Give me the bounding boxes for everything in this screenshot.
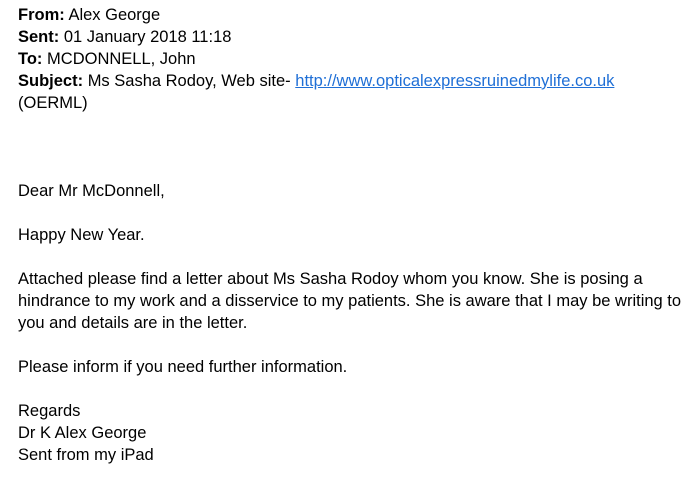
sent-line [18,26,688,48]
from-value: Alex George [68,6,161,24]
spacer [18,114,688,180]
spacer [18,202,688,224]
signoff: Regards [18,402,81,420]
spacer [18,334,688,356]
subject-suffix: (OERML) [18,94,88,112]
email-message [18,4,688,466]
sent-label: Sent: [18,28,60,46]
to-value: MCDONNELL, John [47,50,196,68]
signature-device: Sent from my iPad [18,446,154,464]
spacer [18,246,688,268]
to-label: To: [18,50,43,68]
sent-value: 01 January 2018 11:18 [63,28,232,46]
request-line: Please inform if you need further information. [18,358,348,376]
new-year-line: Happy New Year. [18,226,145,244]
subject-value: Ms Sasha Rodoy, Web site- [87,72,291,90]
subject-label: Subject: [18,72,84,90]
body-paragraph: Attached please find a letter about Ms Sasha Rodoy whom you know. She is posing a hindrance to my work and a disservice to my patients. She is aware that I may be writing to you and details are in the letter. [18,270,682,332]
email-headers [18,4,688,114]
signature-name: Dr K Alex George [18,424,147,442]
from-label: From: [18,6,65,24]
spacer [18,378,688,400]
website-link[interactable]: http://www.opticalexpressruinedmylife.co.uk [295,72,615,90]
from-line [18,4,688,26]
subject-line [18,70,688,92]
to-line [18,48,688,70]
greeting: Dear Mr McDonnell, [18,182,165,200]
